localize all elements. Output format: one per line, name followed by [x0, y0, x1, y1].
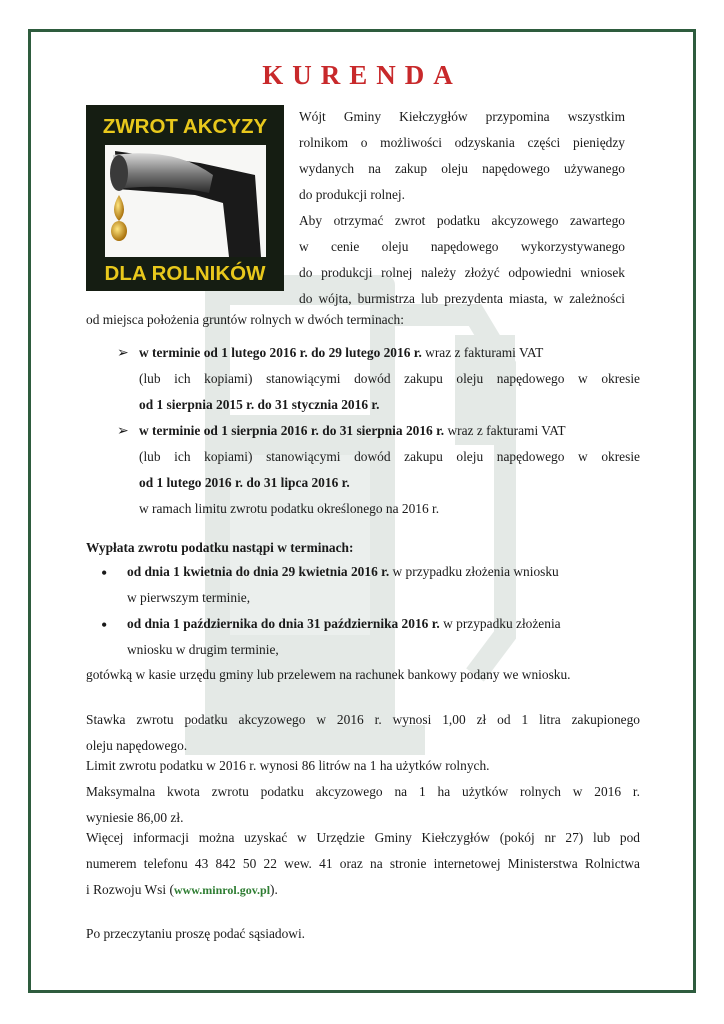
term-2-line4: w ramach limitu zwrotu podatku określonego na 2016 r.: [139, 501, 440, 516]
text-line: oleju napędowego.: [86, 738, 188, 753]
closing-line: Po przeczytaniu proszę podać sąsiadowi.: [86, 926, 306, 941]
text-line: Aby otrzymać zwrot podatku akcyzowego zawartego: [299, 213, 625, 228]
payout-term-1: [127, 559, 640, 611]
term-2: [139, 418, 640, 522]
term-2-line2: (lub ich kopiami) stanowiącymi dowód zakupu oleju napędowego w okresie: [139, 449, 640, 464]
limit-line: Limit zwrotu podatku w 2016 r. wynosi 86 litrów na 1 ha użytków rolnych.: [86, 758, 490, 773]
fuel-nozzle-icon: [105, 145, 266, 257]
text-line: wydanych na zakup oleju napędowego używanego: [299, 161, 625, 176]
text-line: rolnikom o możliwości odzyskania części pieniędzy: [299, 135, 625, 150]
arrow-bullet-icon: ➢: [117, 346, 129, 361]
bullet-icon: •: [101, 563, 108, 583]
text-line: Więcej informacji można uzyskać w Urzędzie Gminy Kiełczygłów (pokój nr 27) lub pod: [86, 830, 640, 845]
logo-text-top: ZWROT AKCYZY: [102, 115, 268, 138]
payout-method: gotówką w kasie urzędu gminy lub przelewem na rachunek bankowy podany we wniosku.: [86, 667, 571, 682]
text-line: numerem telefonu 43 842 50 22 wew. 41 oraz na stronie internetowej Ministerstwa Rolnictwa: [86, 856, 640, 871]
text-line: i Rozwoju Wsi (www.minrol.gov.pl).: [86, 882, 278, 897]
rate-paragraph: [86, 707, 640, 759]
payout-term-1-rest: w przypadku złożenia wniosku: [389, 564, 559, 579]
payout-term-2-line2: wniosku w drugim terminie,: [127, 642, 279, 657]
text-line: do produkcji rolnej.: [299, 187, 405, 202]
max-paragraph: [86, 779, 640, 831]
text-line: Stawka zwrotu podatku akcyzowego w 2016 r. wynosi 1,00 zł od 1 litra zakupionego: [86, 712, 640, 727]
payout-term-1-line2: w pierwszym terminie,: [127, 590, 251, 605]
arrow-bullet-icon: ➢: [117, 424, 129, 439]
text-line: Wójt Gminy Kiełczygłów przypomina wszystkim: [299, 109, 625, 124]
payout-term-2-rest: w przypadku złożenia: [439, 616, 561, 631]
term-2-rest: wraz z fakturami VAT: [444, 423, 566, 438]
info-paragraph: [86, 825, 640, 903]
term-1-rest: wraz z fakturami VAT: [421, 345, 544, 360]
term-1: [139, 340, 640, 418]
intro-paragraph: [299, 104, 625, 312]
text-line: w cenie oleju napędowego wykorzystywanego: [299, 239, 625, 254]
text-line: Maksymalna kwota zwrotu podatku akcyzowego na 1 ha użytków rolnych w 2016 r.: [86, 784, 640, 799]
term-1-period: od 1 sierpnia 2015 r. do 31 stycznia 2016 r.: [139, 397, 380, 412]
logo-box: [105, 145, 266, 257]
payout-term-2: [127, 611, 640, 663]
term-2-dates: w terminie od 1 sierpnia 2016 r. do 31 sierpnia 2016 r.: [139, 423, 445, 438]
text-line: do wójta, burmistrza lub prezydenta miasta, w zależności: [299, 291, 625, 306]
ministry-link[interactable]: www.minrol.gov.pl: [173, 883, 271, 897]
text-line: wyniesie 86,00 zł.: [86, 810, 184, 825]
bullet-icon: •: [101, 615, 108, 635]
page-title: KURENDA: [262, 60, 462, 90]
logo-image: [86, 105, 284, 291]
term-1-line2: (lub ich kopiami) stanowiącymi dowód zakupu oleju napędowego w okresie: [139, 371, 640, 386]
term-1-dates: w terminie od 1 lutego 2016 r. do 29 lutego 2016 r.: [139, 345, 422, 360]
payout-term-2-dates: od dnia 1 października do dnia 31 października 2016 r.: [127, 616, 440, 631]
payout-heading: Wypłata zwrotu podatku nastąpi w terminach:: [86, 540, 354, 555]
payout-term-1-dates: od dnia 1 kwietnia do dnia 29 kwietnia 2016 r.: [127, 564, 390, 579]
terms-intro-line: od miejsca położenia gruntów rolnych w dwóch terminach:: [86, 312, 404, 327]
logo-text-bottom: DLA ROLNIKÓW: [104, 262, 266, 285]
term-2-period: od 1 lutego 2016 r. do 31 lipca 2016 r.: [139, 475, 350, 490]
text-line: do produkcji rolnej należy złożyć odpowiedni wniosek: [299, 265, 625, 280]
